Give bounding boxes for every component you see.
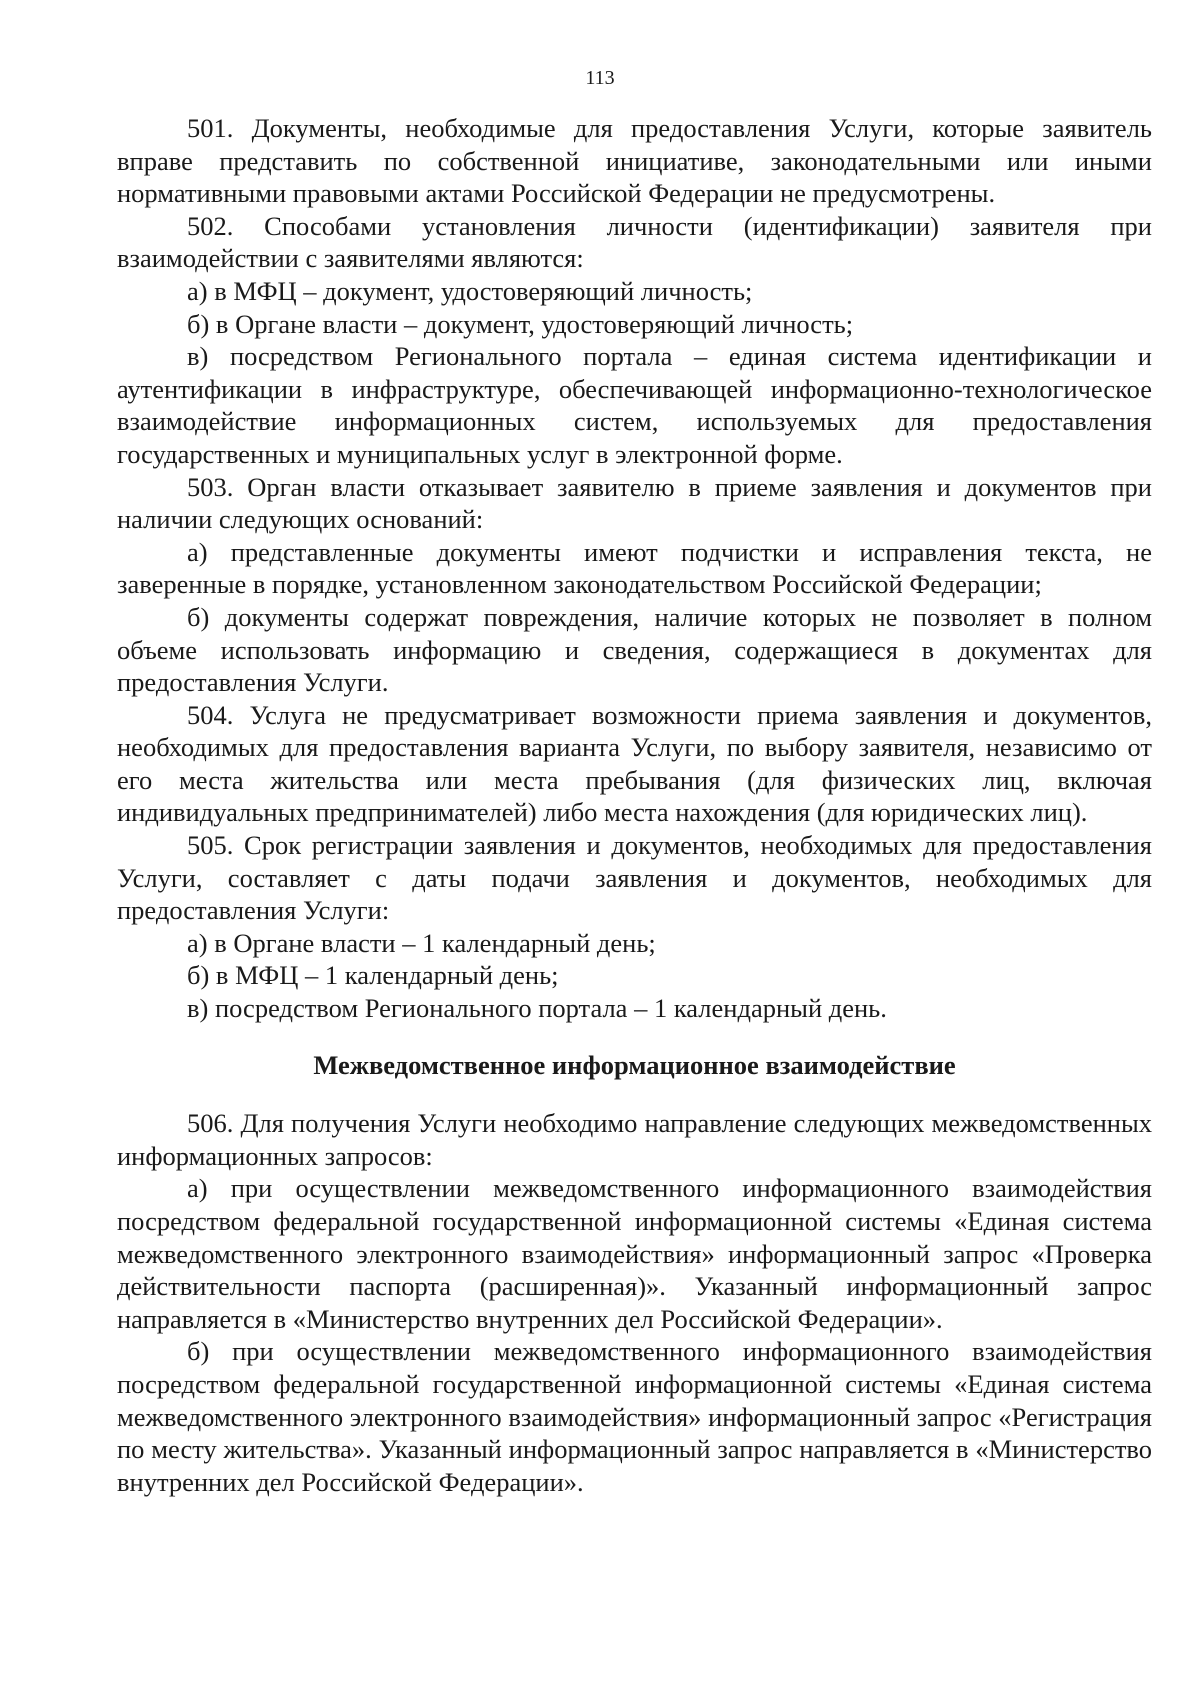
list-item-505-a: а) в Органе власти – 1 календарный день; <box>187 927 656 958</box>
list-item-506-a: а) при осуществлении межведомственного информационного взаимодействия посредством федеральной государственной информационной системы «Единая система межведомственного электронного взаимодействия» информационный запрос «Проверка действительности паспорта (расширенная)». Указанный информационный запрос направляется в «Министерство внутренних дел Российской Федерации». <box>117 1173 1152 1334</box>
paragraph-502: 502. Способами установления личности (идентификации) заявителя при взаимодействии с заявителями являются: <box>117 210 1152 274</box>
list-item-506-b: б) при осуществлении межведомственного информационного взаимодействия посредством федеральной государственной информационной системы «Единая система межведомственного электронного взаимодействия» информационный запрос «Регистрация по месту жительства». Указанный информационный запрос направляется в «Министерство внутренних дел Российской Федерации». <box>117 1336 1152 1497</box>
paragraph-506: 506. Для получения Услуги необходимо направление следующих межведомственных информационных запросов: <box>117 1108 1152 1171</box>
list-item-505-v: в) посредством Регионального портала – 1 календарный день. <box>187 993 887 1024</box>
list-item-502-v: в) посредством Регионального портала – единая система идентификации и аутентификации в инфраструктуре, обеспечивающей информационно-технологическое взаимодействие информационных систем, используемых для предоставления государственных и муниципальных услуг в электронной форме. <box>117 341 1152 469</box>
paragraph-504: 504. Услуга не предусматривает возможности приема заявления и документов, необходимых для предоставления варианта Услуги, по выбору заявителя, независимо от его места жительства или места пребывания (для физических лиц, включая индивидуальных предпринимателей) либо места нахождения (для юридических лиц). <box>117 699 1152 828</box>
paragraph-503: 503. Орган власти отказывает заявителю в приеме заявления и документов при наличии следующих оснований: <box>117 471 1152 535</box>
list-item-503-a: а) представленные документы имеют подчистки и исправления текста, не заверенные в порядке, установленном законодательством Российской Федерации; <box>117 536 1152 600</box>
paragraph-501: 501. Документы, необходимые для предоставления Услуги, которые заявитель вправе представить по собственной инициативе, законодательными или иными нормативными правовыми актами Российской Федерации не предусмотрены. <box>117 113 1152 209</box>
list-item-503-b: б) документы содержат повреждения, наличие которых не позволяет в полном объеме использовать информацию и сведения, содержащиеся в документах для предоставления Услуги. <box>117 601 1152 698</box>
section-heading: Межведомственное информационное взаимодействие <box>313 1049 956 1080</box>
document-body <box>117 112 1152 1498</box>
list-item-505-b: б) в МФЦ – 1 календарный день; <box>187 960 559 991</box>
list-item-502-b: б) в Органе власти – документ, удостоверяющий личность; <box>187 308 854 339</box>
list-item-502-a: а) в МФЦ – документ, удостоверяющий личность; <box>187 275 753 306</box>
page-number: 113 <box>585 67 615 89</box>
paragraph-505: 505. Срок регистрации заявления и документов, необходимых для предоставления Услуги, составляет с даты подачи заявления и документов, необходимых для предоставления Услуги: <box>117 830 1152 926</box>
